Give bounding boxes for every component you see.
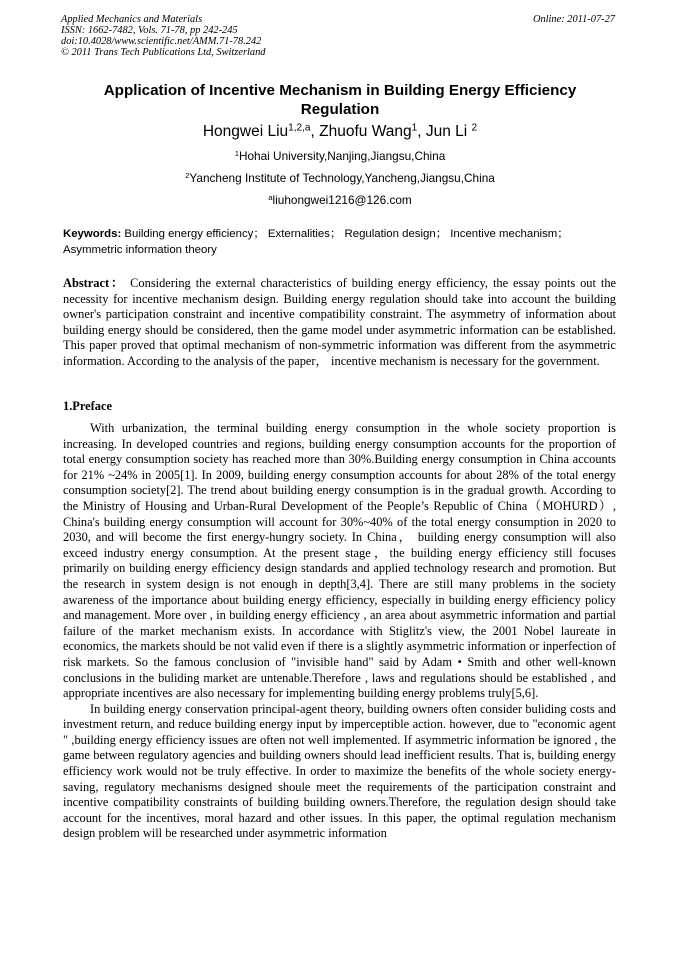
title-line-2: Regulation (300, 100, 380, 118)
author-list (60, 122, 620, 142)
journal-header (61, 14, 265, 58)
author-affil-mark: 2 (471, 122, 478, 134)
author-separator: , (310, 123, 320, 140)
author-affil-mark: 1,2,a (288, 122, 311, 134)
doi-line: doi:10.4028/www.scientific.net/AMM.71-78.242 (61, 36, 262, 47)
abstract-text: Considering the external characteristics of building energy efficiency, the essay points out the necessity for incentive mechanism design. Building energy regulation should take into account the building owner's participation constraint and incentive compatibility constraint. The asymmetry of information about building energy should be considered, then the game model under asymmetric information can be established. This paper proved that optimal mechanism of non-symmetric information was different from the asymmetric information. According to the analysis of the paper， incentive mechanism is necessary for the government. (63, 276, 617, 368)
email-text: liuhongwei1216@126.com (272, 193, 412, 207)
affil-mark: a (268, 192, 273, 202)
author-affil-mark: 1 (411, 122, 418, 134)
section-heading: 1.Preface (63, 399, 112, 413)
online-date: Online: 2011-07-27 (532, 14, 615, 25)
abstract-label: Abstract： (63, 276, 126, 290)
issn-line: ISSN: 1662-7482, Vols. 71-78, pp 242-245 (61, 25, 238, 36)
affil-mark: 1 (234, 148, 239, 158)
body-paragraph: In building energy conservation principal-agent theory, building owners often consider buliding costs and investment return, and reduce building energy input by imperceptible action. however, due to "economic agent " ,building energy efficiency issues are often not well implemented. If asymmetric information be ignored , the game between regulatory agencies and building owners should lead inefficient results. That is, building energy efficiency work would not be truly effective. In order to maximize the benefits of the whole society energy-saving, regulatory mechanisms designed shoule meet the requirements of the participation constraint and incentive compatibility constraints of building building owners.Therefore, the regulation design should take account for the incentives, moral hazard and other issues. In this paper, the optimal regulation mechanism design problem will be researched under asymmetric information (63, 701, 616, 841)
title-line-1: Application of Incentive Mechanism in Building Energy Efficiency (103, 82, 577, 99)
abstract-block (63, 276, 616, 370)
author-separator: , (417, 123, 426, 140)
author-name: Hongwei Liu (202, 123, 289, 140)
keywords-label: Keywords: (63, 228, 122, 240)
keywords-block (63, 226, 618, 258)
affil-text: Hohai University,Nanjing,Jiangsu,China (238, 149, 446, 163)
paper-title (60, 82, 620, 119)
copyright-line: © 2011 Trans Tech Publications Ltd, Switzerland (61, 47, 266, 58)
author-name: Jun Li (425, 123, 472, 140)
affil-mark: 2 (185, 170, 190, 180)
author-name: Zhuofu Wang (319, 123, 412, 140)
author-email (60, 193, 620, 207)
affiliation-2 (60, 171, 620, 185)
body-paragraph: With urbanization, the terminal building energy consumption in the whole society proportion is increasing. In developed countries and regions, building energy consumption accounts for the proportion of total energy consumption society has reached more than 30%.Building energy consumption in China accounts for 21% ~24% in 2005[1]. In 2009, building energy consumption accounts for about 28% of the total energy consumption society[2]. The trend about building energy consumption is in the gradual growth. According to the Ministry of Housing and Urban-Rural Development of the People’s Republic of China（MOHURD）, China's building energy consumption will account for 30%~40% of the total energy consumption in 2020 to 2030, and will become the first energy-hungry society. In China， building energy consumption will also exceed industry energy consumption. At the present stage，the building energy efficiency still focuses primarily on building energy efficiency design standards and applied technology research and promotion. But the research in system design is not enough in depth[3,4]. There are still many problems in the society awareness of the importance about building energy efficiency, especially in building energy efficiency policy and management. More over , in building energy efficiency , an area about asymmetric information and partial failure of the market mechanism exists. In accordance with Stiglitz's view, the 2001 Nobel laureate in economics, the markets should be not valid even if there is a slightly asymmetric information or inperfection of risk markets. So the famous conclusion of "invisible hand" said by Adam • Smith and other well-known conclusions in the buliding market are untenable.Therefore , laws and regulations should be established , and appropriate incentives are also necessary for implementing building energy problems truly[5,6]. (63, 421, 616, 701)
keywords-text: Building energy efficiency； Externalities； Regulation design； Incentive mechanism； Asymmetric information theory (63, 228, 569, 256)
affil-text: Yancheng Institute of Technology,Yancheng,Jiangsu,China (189, 171, 495, 185)
affiliation-1 (60, 149, 620, 163)
journal-name: Applied Mechanics and Materials (61, 14, 203, 25)
section-body (63, 421, 616, 842)
